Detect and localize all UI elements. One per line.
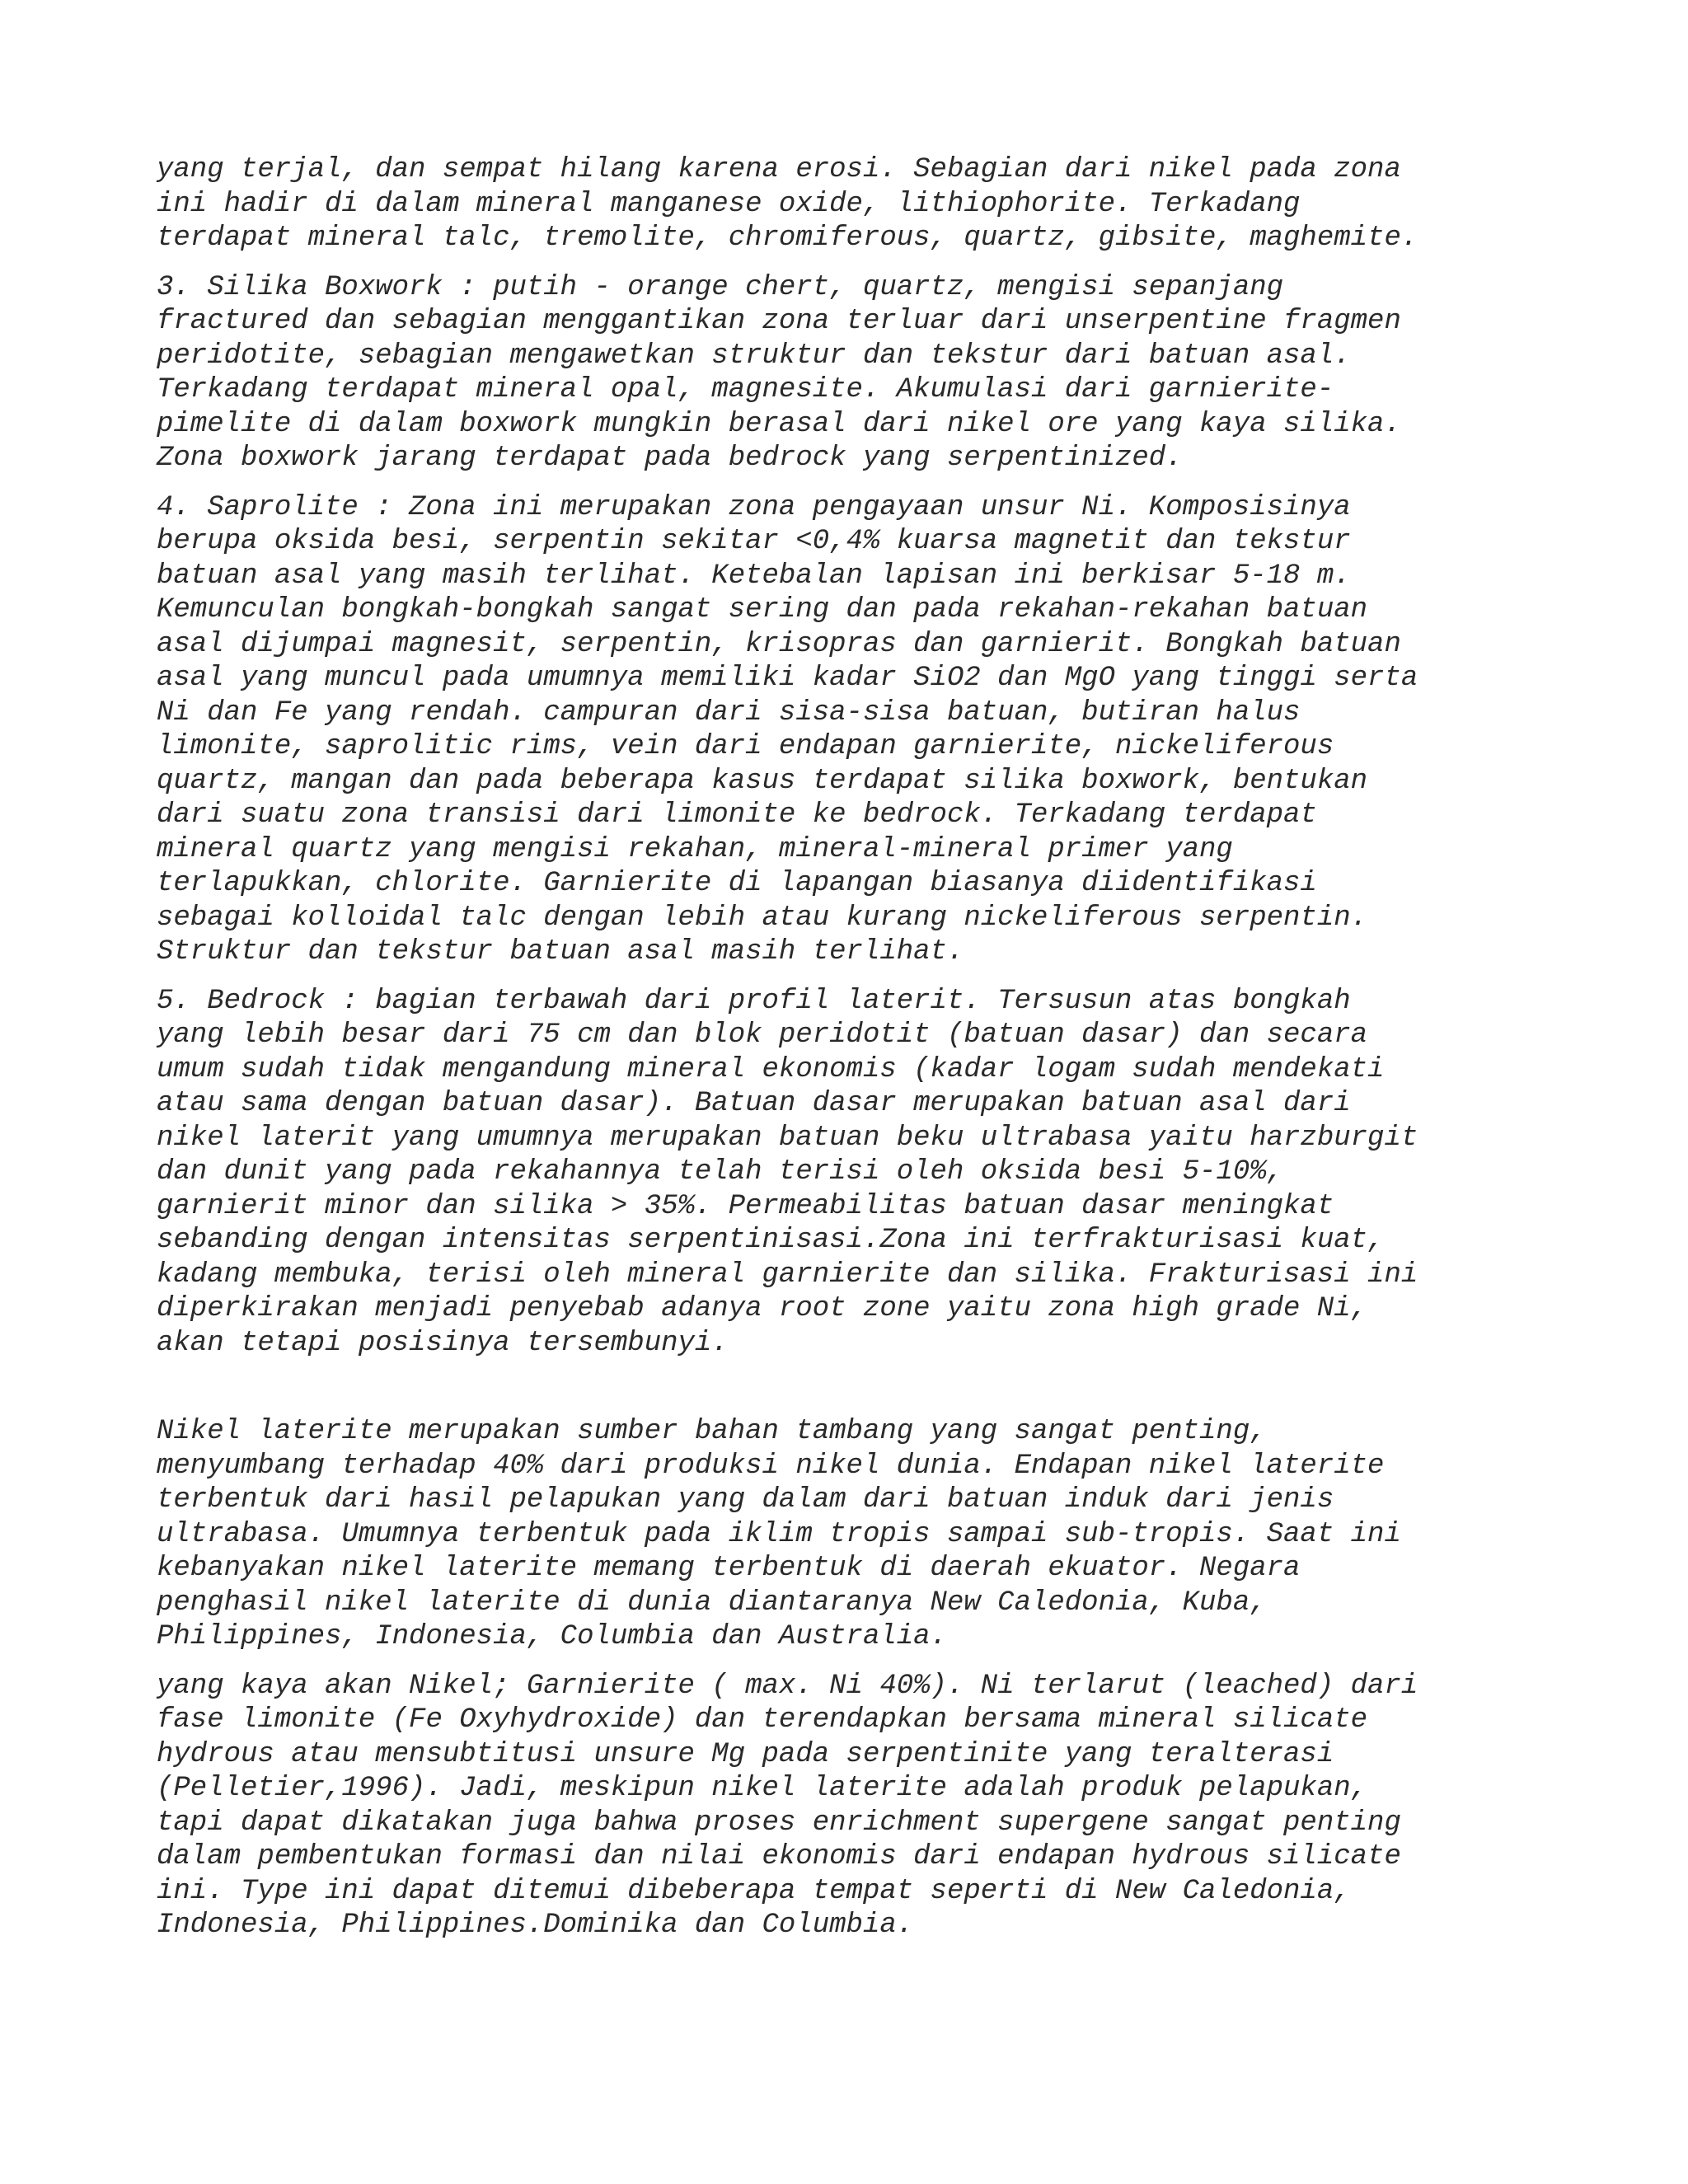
paragraph-silika-boxwork: 3. Silika Boxwork : putih - orange chert, quartz, mengisi sepanjang fractured dan sebagian menggantikan zona terluar dari unserpentine fragmen peridotite, sebagian mengawetkan struktur dan tekstur dari batuan asal. Terkadang terdapat mineral opal, magnesite. Akumulasi dari garnierite- pimelite di dalam boxwork mungkin berasal dari nikel ore yang kaya silika. Zona boxwork jarang terdapat pada bedrock yang serpentinized. [157, 271, 1401, 474]
paragraph-gap [157, 1376, 1558, 1415]
document-page [157, 153, 1558, 1958]
paragraph-bedrock: 5. Bedrock : bagian terbawah dari profil laterit. Tersusun atas bongkah yang lebih besar dari 75 cm dan blok peridotit (batuan dasar) dan secara umum sudah tidak mengandung mineral ekonomis (kadar logam sudah mendekati atau sama dengan batuan dasar). Batuan dasar merupakan batuan asal dari nikel laterit yang umumnya merupakan batuan beku ultrabasa yaitu harzburgit dan dunit yang pada rekahannya telah terisi oleh oksida besi 5-10%, garnierit minor dan silika > 35%. Permeabilitas batuan dasar meningkat sebanding dengan intensitas serpentinisasi.Zona ini terfrakturisasi kuat, kadang membuka, terisi oleh mineral garnierite dan silika. Frakturisasi ini diperkirakan menjadi penyebab adanya root zone yaitu zona high grade Ni, akan tetapi posisinya tersembunyi. [157, 985, 1418, 1359]
paragraph-zone-limonite-end: yang terjal, dan sempat hilang karena erosi. Sebagian dari nikel pada zona ini hadir di dalam mineral manganese oxide, lithiophorite. Terkadang terdapat mineral talc, tremolite, chromiferous, quartz, gibsite, maghemite. [157, 154, 1418, 254]
paragraph-saprolite: 4. Saprolite : Zona ini merupakan zona pengayaan unsur Ni. Komposisinya berupa oksida besi, serpentin sekitar <0,4% kuarsa magnetit dan tekstur batuan asal yang masih terlihat. Ketebalan lapisan ini berkisar 5-18 m. Kemunculan bongkah-bongkah sangat sering dan pada rekahan-rekahan batuan asal dijumpai magnesit, serpentin, krisopras dan garnierit. Bongkah batuan asal yang muncul pada umumnya memiliki kadar SiO2 dan MgO yang tinggi serta Ni dan Fe yang rendah. campuran dari sisa-sisa batuan, butiran halus limonite, saprolitic rims, vein dari endapan garnierite, nickeliferous quartz, mangan dan pada beberapa kasus terdapat silika boxwork, bentukan dari suatu zona transisi dari limonite ke bedrock. Terkadang terdapat mineral quartz yang mengisi rekahan, mineral-mineral primer yang terlapukkan, chlorite. Garnierite di lapangan biasanya diidentifikasi sebagai kolloidal talc dengan lebih atau kurang nickeliferous serpentin. Struktur dan tekstur batuan asal masih terlihat. [157, 491, 1418, 968]
paragraph-garnierite: yang kaya akan Nikel; Garnierite ( max. Ni 40%). Ni terlarut (leached) dari fase limonite (Fe Oxyhydroxide) dan terendapkan bersama mineral silicate hydrous atau mensubtitusi unsure Mg pada serpentinite yang teralterasi (Pelletier,1996). Jadi, meskipun nikel laterite adalah produk pelapukan, tapi dapat dikatakan juga bahwa proses enrichment supergene sangat penting dalam pembentukan formasi dan nilai ekonomis dari endapan hydrous silicate ini. Type ini dapat ditemui dibeberapa tempat seperti di New Caledonia, Indonesia, Philippines.Dominika dan Columbia. [157, 1670, 1418, 1941]
paragraph-nikel-laterite: Nikel laterite merupakan sumber bahan tambang yang sangat penting, menyumbang terhadap 40% dari produksi nikel dunia. Endapan nikel laterite terbentuk dari hasil pelapukan yang dalam dari batuan induk dari jenis ultrabasa. Umumnya terbentuk pada iklim tropis sampai sub-tropis. Saat ini kebanyakan nikel laterite memang terbentuk di daerah ekuator. Negara penghasil nikel laterite di dunia diantaranya New Caledonia, Kuba, Philippines, Indonesia, Columbia dan Australia. [157, 1416, 1401, 1652]
